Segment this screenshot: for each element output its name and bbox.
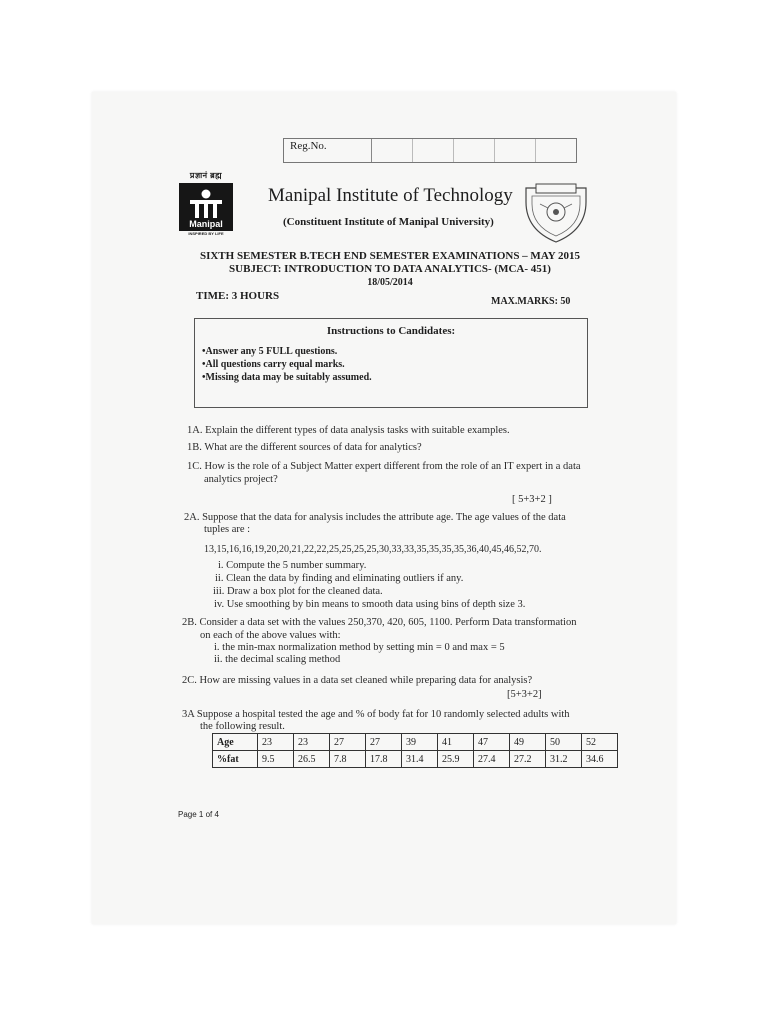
table-cell: 23	[294, 734, 330, 751]
question-3a: 3A Suppose a hospital tested the age and % of body fat for 10 randomly selected adults with	[182, 709, 570, 720]
logo-tagline: INSPIRED BY LIFE	[188, 231, 224, 236]
table-cell: 41	[438, 734, 474, 751]
table-cell: 47	[474, 734, 510, 751]
logo-brand: Manipal	[189, 219, 223, 229]
table-cell: 52	[582, 734, 618, 751]
instruction-item: •Answer any 5 FULL questions.	[202, 346, 338, 357]
logo-emblem-icon	[186, 189, 226, 219]
question-1-marks: [ 5+3+2 ]	[512, 494, 552, 505]
reg-no-cell	[454, 139, 495, 162]
question-1b: 1B. What are the different sources of data for analytics?	[187, 442, 422, 453]
instruction-item: •Missing data may be suitably assumed.	[202, 372, 372, 383]
question-2a-iv: iv. Use smoothing by bin means to smooth data using bins of depth size 3.	[214, 599, 526, 610]
instructions-heading: Instructions to Candidates:	[326, 325, 456, 337]
table-cell: 27.2	[510, 751, 546, 768]
reg-no-cell	[413, 139, 454, 162]
question-1c-cont: analytics project?	[204, 474, 278, 485]
page-number: Page 1 of 4	[178, 810, 219, 819]
question-2b-i: i. the min-max normalization method by setting min = 0 and max = 5	[214, 642, 505, 653]
table-cell: 34.6	[582, 751, 618, 768]
exam-title: SIXTH SEMESTER B.TECH END SEMESTER EXAMINATIONS – MAY 2015	[199, 250, 581, 262]
university-seal	[522, 178, 590, 246]
question-2a-i: i. Compute the 5 number summary.	[218, 560, 367, 571]
question-2a-ii: ii. Clean the data by finding and eliminating outliers if any.	[215, 573, 464, 584]
table-cell: 50	[546, 734, 582, 751]
table-header-cell: Age	[213, 734, 258, 751]
reg-no-label: Reg.No.	[284, 139, 372, 162]
table-cell: 27.4	[474, 751, 510, 768]
max-marks: MAX.MARKS: 50	[491, 296, 571, 307]
table-row	[213, 734, 618, 751]
table-cell: 31.4	[402, 751, 438, 768]
table-cell: 39	[402, 734, 438, 751]
logo-mark	[179, 183, 233, 231]
manipal-logo	[178, 170, 234, 242]
question-2b: 2B. Consider a data set with the values 250,370, 420, 605, 1100. Perform Data transformation	[182, 617, 577, 628]
table-cell: 17.8	[366, 751, 402, 768]
question-2c: 2C. How are missing values in a data set cleaned while preparing data for analysis?	[182, 675, 533, 686]
table-cell: 7.8	[330, 751, 366, 768]
question-2a-cont: tuples are :	[204, 524, 251, 535]
age-values: 13,15,16,16,19,20,20,21,22,22,25,25,25,25,30,33,33,35,35,35,35,36,40,45,46,52,70.	[204, 544, 542, 555]
question-1a: 1A. Explain the different types of data analysis tasks with suitable examples.	[187, 425, 510, 436]
table-row	[213, 751, 618, 768]
instruction-item: •All questions carry equal marks.	[202, 359, 345, 370]
table-cell: 49	[510, 734, 546, 751]
question-2b-cont: on each of the above values with:	[200, 630, 341, 641]
question-2a-iii: iii. Draw a box plot for the cleaned data.	[213, 586, 383, 597]
question-2a: 2A. Suppose that the data for analysis includes the attribute age. The age values of the data	[184, 512, 566, 523]
reg-no-cell	[536, 139, 576, 162]
table-cell: 26.5	[294, 751, 330, 768]
reg-no-box	[283, 138, 577, 163]
table-cell: 25.9	[438, 751, 474, 768]
table-header-cell: %fat	[213, 751, 258, 768]
question-1c: 1C. How is the role of a Subject Matter expert different from the role of an IT expert in a data	[187, 461, 581, 472]
reg-no-cell	[495, 139, 536, 162]
table-cell: 23	[258, 734, 294, 751]
institute-name: Manipal Institute of Technology	[268, 185, 513, 206]
subject-line: SUBJECT: INTRODUCTION TO DATA ANALYTICS- (MCA- 451)	[229, 263, 551, 275]
question-2-marks: [5+3+2]	[507, 689, 542, 700]
logo-motto: प्रज्ञानं ब्रह्म	[189, 171, 223, 180]
table-cell: 27	[330, 734, 366, 751]
instructions-box	[194, 318, 588, 408]
body-fat-table	[212, 733, 618, 768]
table-cell: 9.5	[258, 751, 294, 768]
seal-crest-icon	[522, 178, 590, 246]
table-cell: 31.2	[546, 751, 582, 768]
constituent-line: (Constituent Institute of Manipal University)	[283, 216, 494, 228]
question-2b-ii: ii. the decimal scaling method	[214, 654, 341, 665]
question-3a-cont: the following result.	[200, 721, 285, 732]
exam-time: TIME: 3 HOURS	[196, 290, 280, 302]
table-cell: 27	[366, 734, 402, 751]
exam-date: 18/05/2014	[367, 277, 413, 288]
reg-no-cell	[372, 139, 413, 162]
